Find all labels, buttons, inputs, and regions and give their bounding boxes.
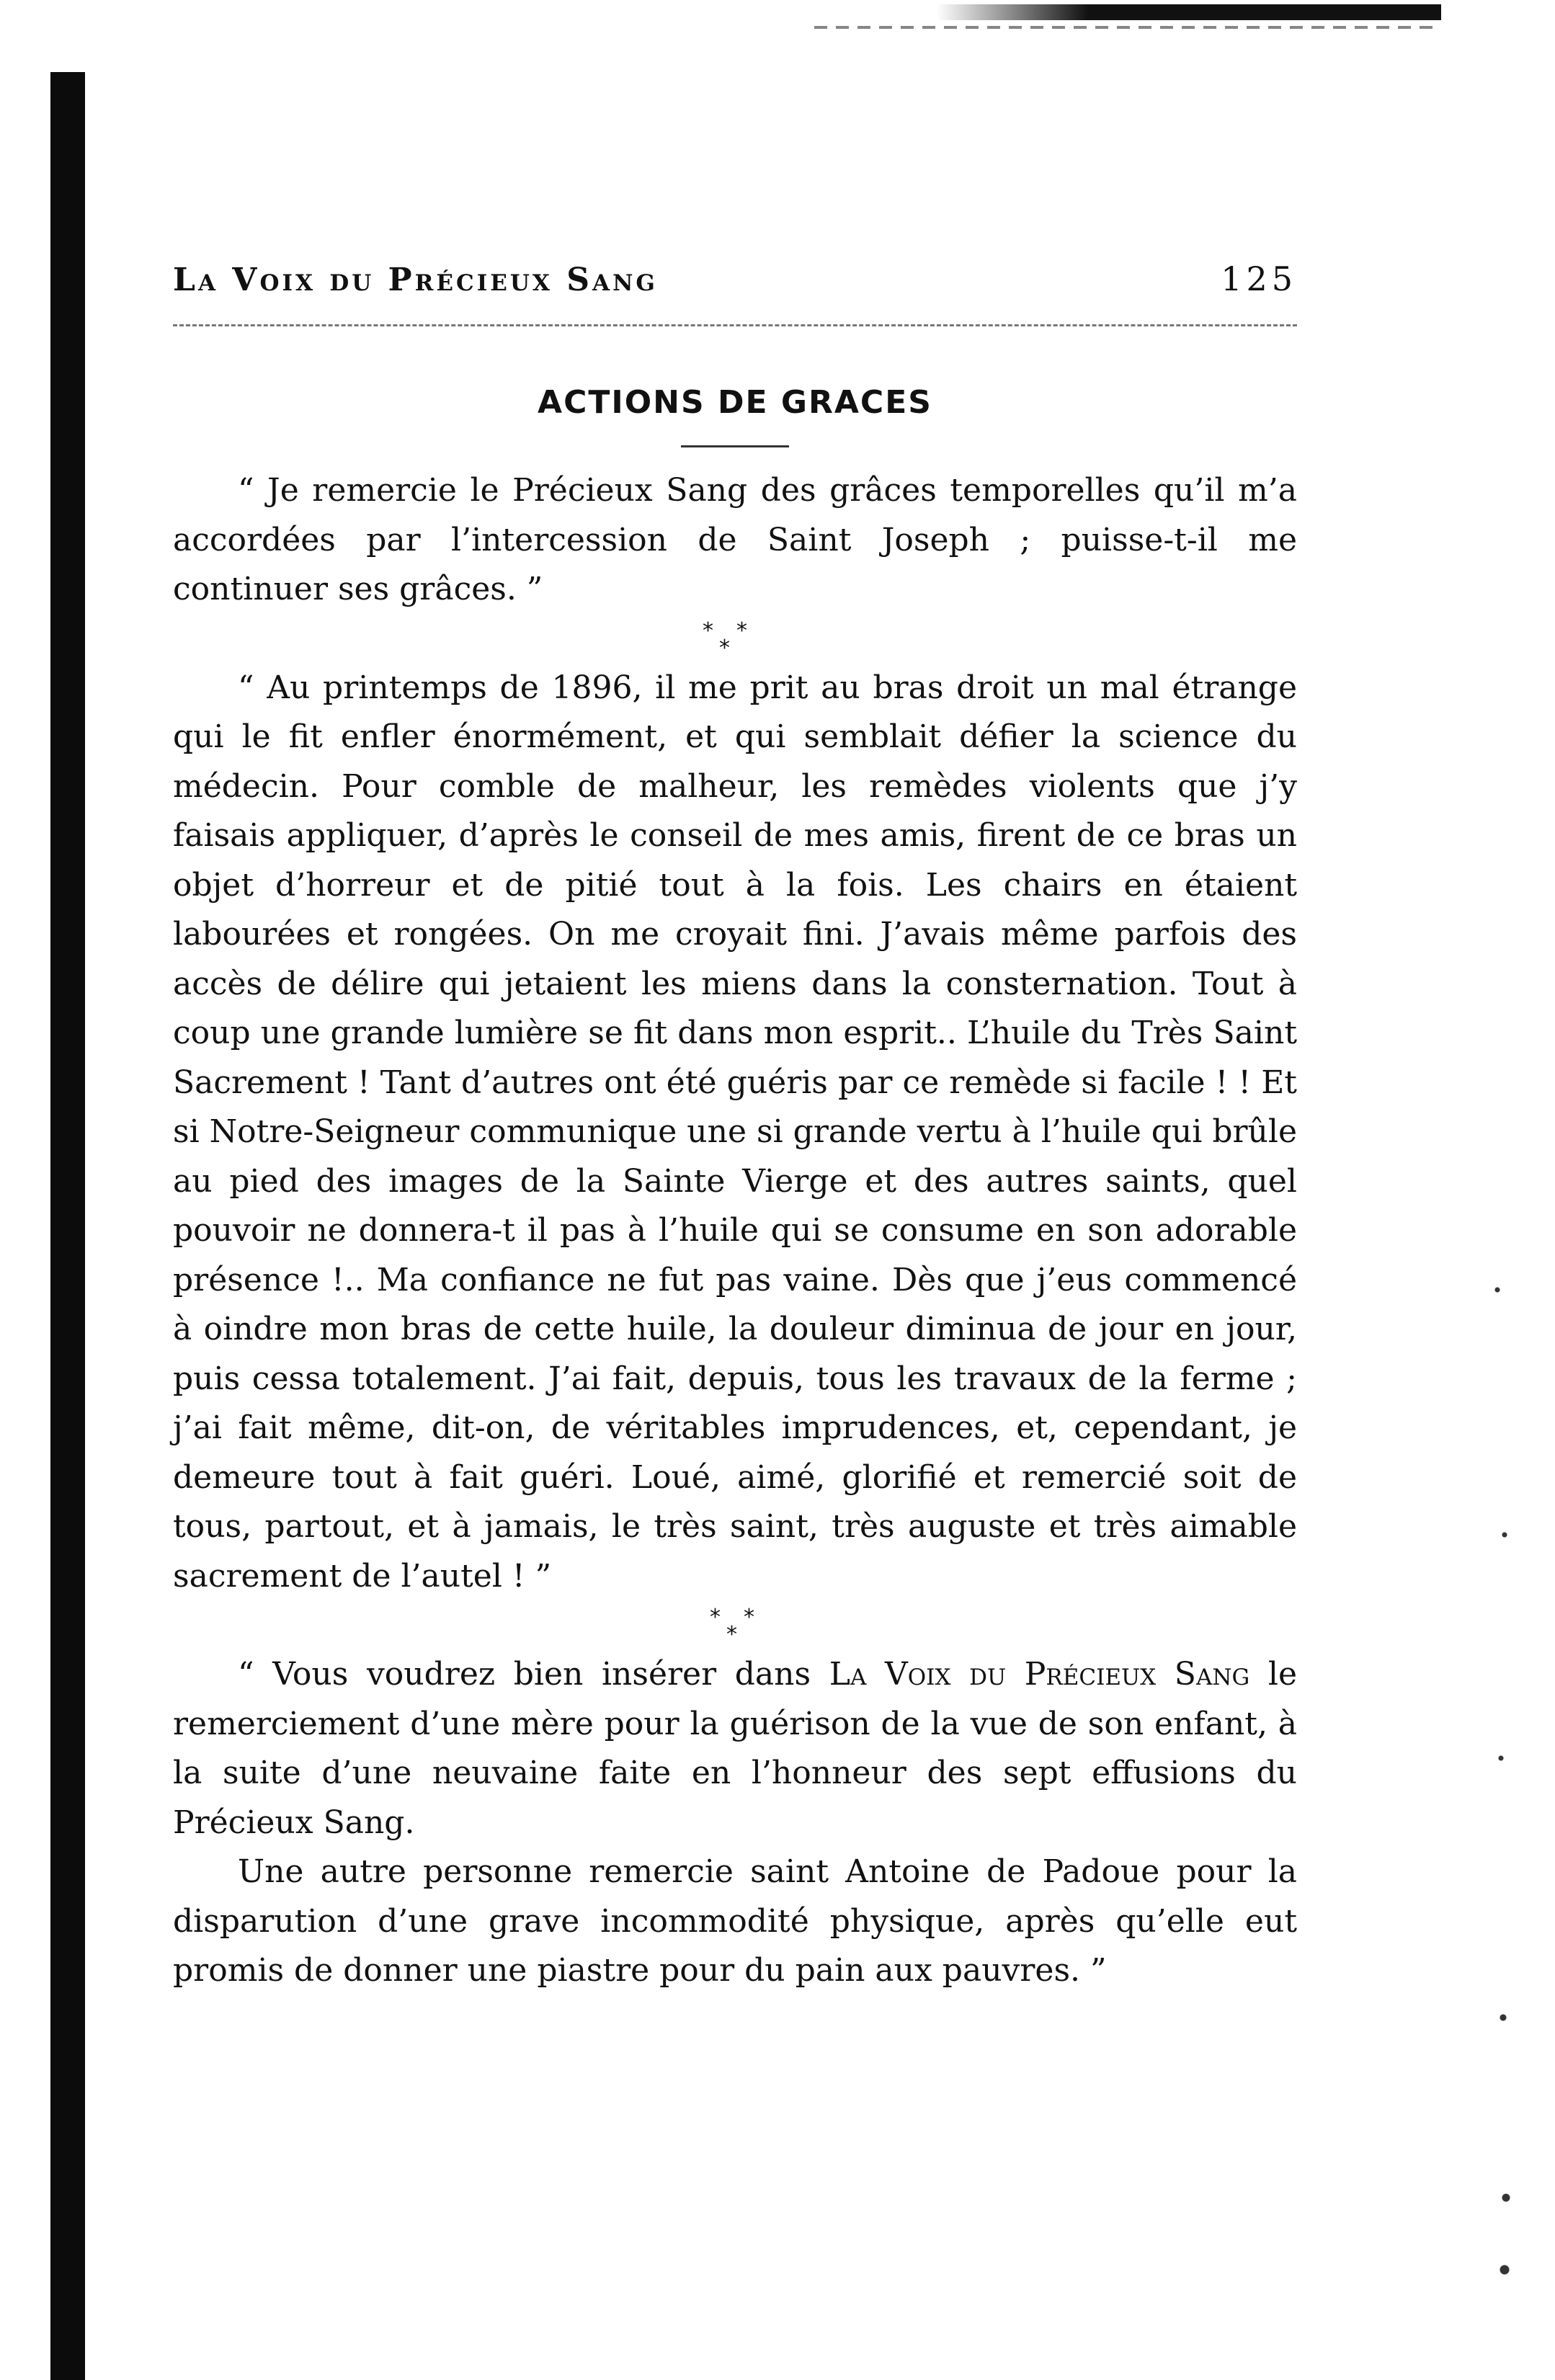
asterisk: * <box>736 618 747 643</box>
section-title: ACTIONS DE GRACES <box>538 384 932 421</box>
asterism-2 <box>173 1601 1297 1650</box>
asterism-1 <box>173 615 1297 664</box>
paragraph-3-start: “ Vous voudrez bien insérer dans <box>238 1656 829 1693</box>
page-number: 125 <box>1221 259 1297 298</box>
running-head <box>173 259 1297 326</box>
scan-shadow-left <box>50 72 85 2380</box>
scan-shadow-top-thin <box>814 26 1441 29</box>
asterisk: * <box>719 635 730 661</box>
asterisk: * <box>726 1622 737 1647</box>
asterisk: * <box>703 618 713 643</box>
paragraph-3 <box>173 1650 1297 1848</box>
book-page <box>173 259 1297 1996</box>
asterisk: * <box>710 1605 721 1630</box>
title-rule <box>681 445 789 447</box>
scan-specks <box>1483 1261 1526 2342</box>
paragraph-4: Une autre personne remercie saint Antoine de Padoue pour la disparution d’une grave incommodité physique, après qu’elle eut promis de donner une piastre pour du pain aux pauvres. ” <box>173 1853 1297 1989</box>
paragraph-3-end: le remerciement d’une mère pour la guérison de la vue de son enfant, à la suite d’une neuvaine faite en l’honneur des sept effusions du Précieux Sang. <box>173 1656 1297 1841</box>
paragraph-2: “ Au printemps de 1896, il me prit au bras droit un mal étrange qui le fit enfler énormément, et qui semblait défier la science du médecin. Pour comble de malheur, les remèdes violents que j’y faisais appliquer, d’après le conseil de mes amis, firent de ce bras un objet d’horreur et de pitié tout à la fois. Les chairs en étaient labourées et rongées. On me croyait fini. J’avais même parfois des accès de délire qui jetaient les miens dans la consternation. Tout à coup une grande lumière se fit dans mon esprit.. L’huile du Très Saint Sacrement ! Tant d’autres ont été guéris par ce remède si facile ! ! Et si Notre-Seigneur communique une si grande vertu à l’huile qui brûle au pied des images de la Sainte Vierge et des autres saints, quel pouvoir ne donnera-t il pas à l’huile qui se consume en son adorable présence !.. Ma confiance ne fut pas vaine. Dès que j’eus commencé à oindre mon bras de cette huile, la douleur diminua de jour en jour, puis cessa totalement. J’ai fait, depuis, tous les travaux de la ferme ; j’ai fait même, dit-on, de véritables imprudences, et, cependant, je demeure tout à fait guéri. Loué, aimé, glorifié et remercié soit de tous, partout, et à jamais, le très saint, très auguste et très aimable sacrement de l’autel ! ” <box>173 669 1297 1595</box>
paragraph-1: “ Je remercie le Précieux Sang des grâces temporelles qu’il m’a accordées par l’intercession de Saint Joseph ; puisse-t-il me continuer ses grâces. ” <box>173 472 1297 607</box>
asterisk: * <box>744 1605 754 1630</box>
scan-shadow-top <box>937 4 1441 20</box>
journal-title: La Voix du Précieux Sang <box>829 1656 1250 1693</box>
running-title: La Voix du Précieux Sang <box>173 262 658 298</box>
